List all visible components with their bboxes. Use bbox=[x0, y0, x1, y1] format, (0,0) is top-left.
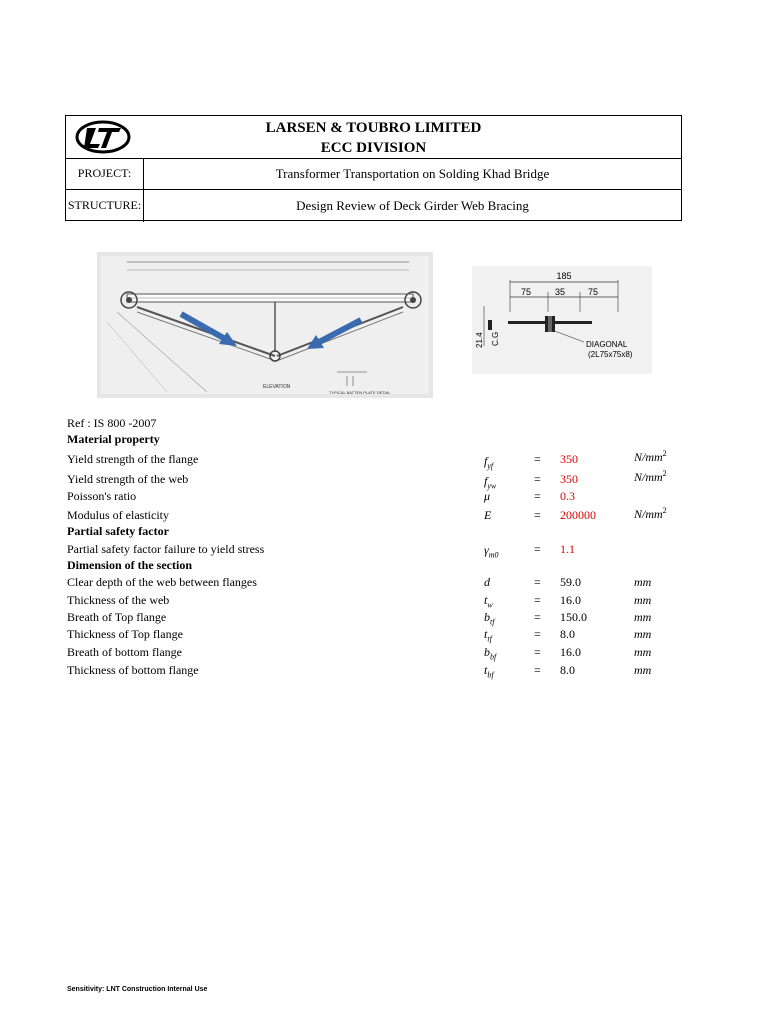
symbol-fyf: $f_{yf}$ bbox=[484, 454, 494, 471]
equals-mu: = bbox=[534, 489, 541, 503]
elevation-drawing bbox=[97, 252, 433, 398]
value-tw: 16.0 bbox=[560, 593, 581, 607]
value-bbf: 16.0 bbox=[560, 645, 581, 659]
dim-total: 185 bbox=[556, 271, 572, 281]
value-mu: 0.3 bbox=[560, 489, 575, 503]
value-btf: 150.0 bbox=[560, 610, 587, 624]
value-fyf: 350 bbox=[560, 452, 578, 466]
section-label-1: DIAGONAL bbox=[586, 340, 628, 349]
heading-material-property: Material property bbox=[67, 432, 160, 446]
title-block bbox=[65, 115, 682, 221]
value-fyw: 350 bbox=[560, 472, 578, 486]
reference: Ref : IS 800 -2007 bbox=[67, 416, 157, 430]
section-drawing bbox=[472, 266, 652, 374]
project-value: Transformer Transportation on Solding Khad Bridge bbox=[275, 165, 550, 181]
structure-value: Design Review of Deck Girder Web Bracing bbox=[296, 197, 529, 213]
label-tw: Thickness of the web bbox=[67, 593, 170, 607]
equals-bbf: = bbox=[534, 645, 541, 659]
project-row bbox=[66, 158, 681, 190]
dim-a: 75 bbox=[521, 287, 532, 297]
equals-d: = bbox=[534, 575, 541, 589]
company-heading bbox=[66, 118, 681, 158]
structure-row bbox=[66, 189, 681, 222]
label-gamma-m0: Partial safety factor failure to yield stress bbox=[67, 542, 265, 556]
division-name: ECC DIVISION bbox=[320, 140, 427, 156]
vdim-2: C.G bbox=[491, 331, 500, 346]
sensitivity-footer: Sensitivity: LNT Construction Internal Use bbox=[67, 986, 208, 993]
unit-fyf: $N/mm^2$ bbox=[634, 449, 667, 464]
symbol-tbf: $t_{bf}$ bbox=[484, 663, 494, 680]
heading-partial-safety-factor: Partial safety factor bbox=[67, 524, 169, 538]
equals-tbf: = bbox=[534, 663, 541, 677]
dim-c: 75 bbox=[588, 287, 599, 297]
symbol-mu: μ bbox=[484, 489, 491, 503]
symbol-btf: $b_{tf}$ bbox=[484, 610, 495, 627]
equals-tw: = bbox=[534, 593, 541, 607]
equals-ttf: = bbox=[534, 627, 541, 641]
symbol-gamma-m0: $\gamma_{m0}$ bbox=[484, 543, 499, 560]
heading-dimension-of-section: Dimension of the section bbox=[67, 558, 192, 572]
vdim-1: 21.4 bbox=[475, 332, 484, 348]
label-btf: Breath of Top flange bbox=[67, 610, 167, 624]
label-fyw: Yield strength of the web bbox=[67, 472, 189, 486]
symbol-tw: $t_w$ bbox=[484, 593, 493, 610]
symbol-bbf: $b_{bf}$ bbox=[484, 645, 497, 662]
equals-fyf: = bbox=[534, 452, 541, 466]
label-d: Clear depth of the web between flanges bbox=[67, 575, 257, 589]
label-fyf: Yield strength of the flange bbox=[67, 452, 199, 466]
elevation-caption: ELEVATION bbox=[263, 384, 291, 390]
batten-caption: TYPICAL BATTEN PLATE DETAIL bbox=[329, 390, 391, 395]
unit-ttf: mm bbox=[634, 627, 652, 641]
unit-fyw: $N/mm^2$ bbox=[634, 469, 667, 484]
unit-d: mm bbox=[634, 575, 652, 589]
structure-label: STRUCTURE: bbox=[66, 189, 144, 222]
label-bbf: Breath of bottom flange bbox=[67, 645, 182, 659]
dim-b: 35 bbox=[555, 287, 566, 297]
unit-bbf: mm bbox=[634, 645, 652, 659]
section-label-2: (2L75x75x8) bbox=[588, 350, 633, 359]
equals-e: = bbox=[534, 508, 541, 522]
equals-fyw: = bbox=[534, 472, 541, 486]
equals-btf: = bbox=[534, 610, 541, 624]
unit-btf: mm bbox=[634, 610, 652, 624]
symbol-d: d bbox=[484, 575, 490, 589]
label-ttf: Thickness of Top flange bbox=[67, 627, 183, 641]
equals-gamma-m0: = bbox=[534, 542, 541, 556]
value-ttf: 8.0 bbox=[560, 627, 575, 641]
label-e: Modulus of elasticity bbox=[67, 508, 169, 522]
company-row bbox=[66, 116, 681, 159]
unit-tw: mm bbox=[634, 593, 652, 607]
value-e: 200000 bbox=[560, 508, 596, 522]
label-mu: Poisson's ratio bbox=[67, 489, 137, 503]
unit-e: $N/mm^2$ bbox=[634, 506, 667, 521]
value-tbf: 8.0 bbox=[560, 663, 575, 677]
symbol-e: E bbox=[484, 508, 492, 522]
value-gamma-m0: 1.1 bbox=[560, 542, 575, 556]
value-d: 59.0 bbox=[560, 575, 581, 589]
project-label: PROJECT: bbox=[66, 158, 144, 189]
unit-tbf: mm bbox=[634, 663, 652, 677]
company-name: LARSEN & TOUBRO LIMITED bbox=[265, 120, 482, 136]
symbol-fyw: $f_{yw}$ bbox=[484, 474, 497, 491]
symbol-ttf: $t_{tf}$ bbox=[484, 627, 492, 644]
label-tbf: Thickness of bottom flange bbox=[67, 663, 199, 677]
